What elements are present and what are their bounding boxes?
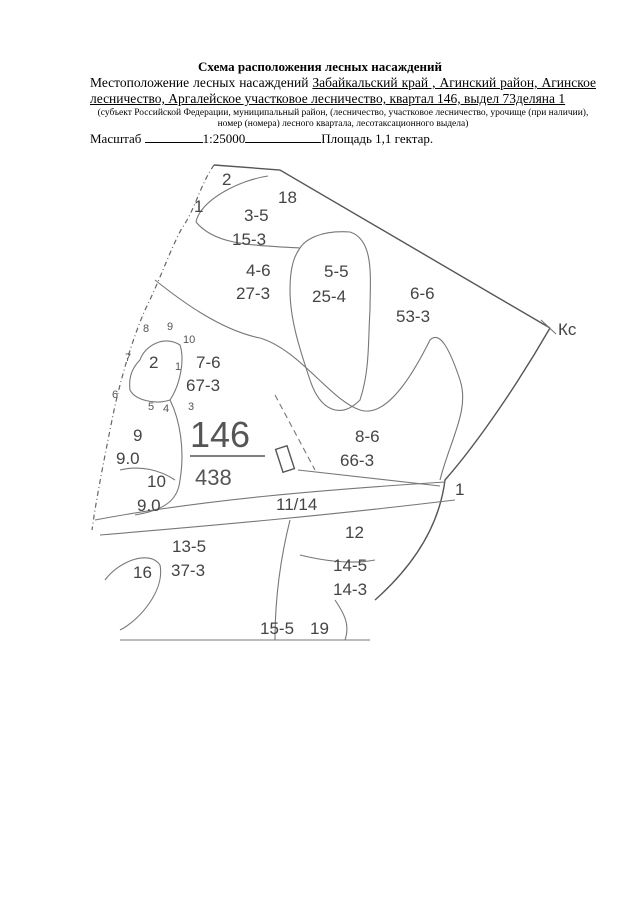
scale-value: 1:25000 <box>202 131 246 146</box>
location-prefix: Местоположение лесных насаждений <box>90 75 309 90</box>
label-v9: 9 <box>133 426 143 445</box>
label-v66-3: 66-3 <box>340 451 375 470</box>
label-v8-6: 8-6 <box>355 427 380 446</box>
label-v7-6: 7-6 <box>196 353 221 372</box>
label-v2-left: 2 <box>149 353 159 372</box>
label-v16: 16 <box>133 563 152 582</box>
plot-73-marker <box>276 446 295 473</box>
label-v9-0a: 9.0 <box>116 449 140 468</box>
east-boundary <box>375 328 550 600</box>
label-v67-3: 67-3 <box>186 376 221 395</box>
label-v19: 19 <box>310 619 329 638</box>
small-number: 3 <box>188 401 195 413</box>
label-v13-5: 13-5 <box>172 537 207 556</box>
label-v15-5: 15-5 <box>260 619 295 638</box>
location-note: (субъект Российской Федерации, муниципальный район, (лесничество, участковое лесничество, урочище (при наличии), номер (номера) лесного квартала, лесотаксационного выдела) <box>97 108 589 129</box>
small-number: 8 <box>143 323 150 335</box>
scale-label: Масштаб <box>90 131 142 146</box>
location-value: Забайкальский край , Агинский район, Агинское лесничество, Аргалейское участковое лесничество, квартал 146, выдел 73деляна 1 <box>90 75 596 106</box>
label-v1-top: 1 <box>194 197 204 216</box>
label-v12: 12 <box>345 523 364 542</box>
label-v10: 10 <box>147 472 166 491</box>
quarter-area: 438 <box>195 465 232 490</box>
small-number: 5 <box>148 401 155 413</box>
label-v2-top: 2 <box>222 170 232 189</box>
label-v25-4: 25-4 <box>312 287 347 306</box>
label-v15-3: 15-3 <box>232 230 267 249</box>
label-v18: 18 <box>278 188 297 207</box>
document-title: Схема расположения лесных насаждений <box>198 59 442 74</box>
small-number: 4 <box>163 403 170 415</box>
label-v4-6: 4-6 <box>246 261 271 280</box>
label-v3-5: 3-5 <box>244 206 269 225</box>
label-v6-6: 6-6 <box>410 284 435 303</box>
label-v11-14: 11/14 <box>276 495 318 514</box>
label-v53-3: 53-3 <box>396 307 431 326</box>
quarter-number: 146 <box>190 414 251 455</box>
small-number: 7 <box>125 352 132 364</box>
boundary-mark: Кс <box>558 320 577 339</box>
area-label: Площадь 1,1 гектар. <box>321 131 434 146</box>
label-v37-3: 37-3 <box>171 561 206 580</box>
plot-line <box>298 470 440 486</box>
small-number: 1 <box>175 361 182 373</box>
label-v14-5: 14-5 <box>333 556 368 575</box>
small-number: 6 <box>112 389 119 401</box>
label-v5-5: 5-5 <box>324 262 349 281</box>
small-number: 9 <box>167 321 174 333</box>
label-v1-right: 1 <box>455 480 465 499</box>
label-v27-3: 27-3 <box>236 284 271 303</box>
label-v14-3: 14-3 <box>333 580 368 599</box>
small-number: 10 <box>183 334 196 346</box>
div-4 <box>290 232 370 411</box>
div-14 <box>335 600 347 640</box>
label-v9-0b: 9.0 <box>137 496 161 515</box>
road-line <box>275 395 315 470</box>
